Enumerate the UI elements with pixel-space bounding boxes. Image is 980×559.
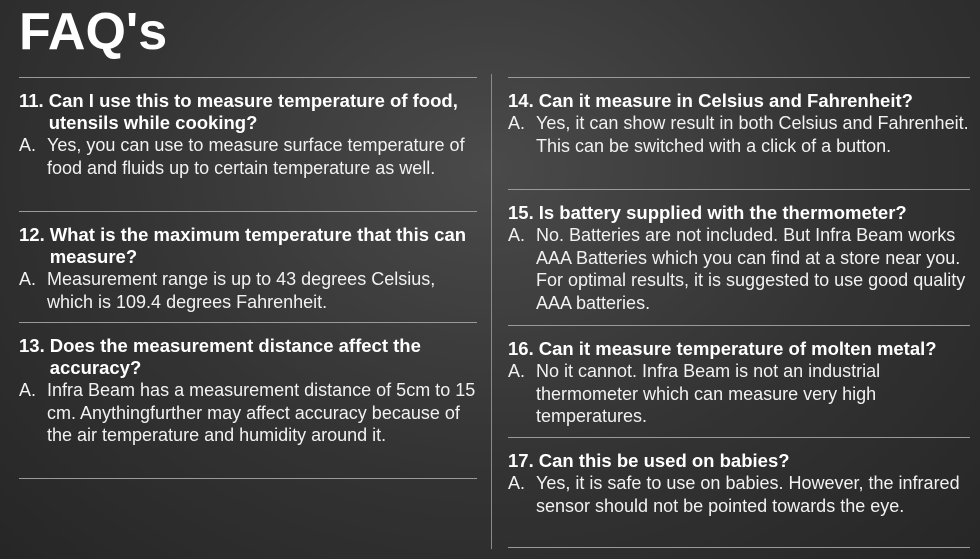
faq-question (508, 338, 970, 360)
question-number: 15. (508, 202, 534, 223)
faq-item-13 (19, 322, 477, 479)
answer-text: Infra Beam has a measurement distance of 5cm to 15 cm. Anythingfurther may affect accuracy because of the air temperature and humidity around it. (47, 380, 476, 445)
answer-text: Yes, it is safe to use on babies. However, the infrared sensor should not be pointed towards the eye. (536, 473, 960, 516)
answer-marker: A. (508, 225, 526, 245)
question-text: Is battery supplied with the thermometer? (538, 202, 907, 223)
question-text: What is the maximum temperature that this can measure? (49, 224, 467, 267)
question-number: 16. (508, 338, 534, 359)
faq-question (508, 450, 970, 472)
faq-item-15 (508, 189, 970, 325)
question-text: Can it measure temperature of molten metal? (538, 338, 937, 359)
answer-text: Yes, you can use to measure surface temperature of food and fluids up to certain temperature as well. (47, 135, 465, 178)
faq-column-left (19, 77, 477, 479)
faq-answer (19, 268, 477, 313)
faq-question (19, 224, 477, 268)
question-number: 12. (19, 224, 45, 245)
answer-text: Yes, it can show result in both Celsius and Fahrenheit. This can be switched with a click of a button. (536, 113, 969, 156)
answer-text: No it cannot. Infra Beam is not an industrial thermometer which can measure very high temperatures. (536, 361, 881, 426)
faq-answer (19, 379, 477, 447)
faq-item-11 (19, 77, 477, 211)
faq-question (508, 90, 970, 112)
question-text: Can this be used on babies? (538, 450, 790, 471)
question-text: Can it measure in Celsius and Fahrenheit? (538, 90, 913, 111)
question-number: 13. (19, 335, 45, 356)
question-number: 14. (508, 90, 534, 111)
answer-marker: A. (508, 113, 526, 133)
column-divider (491, 74, 492, 549)
answer-text: No. Batteries are not included. But Infra Beam works AAA Batteries which you can find at a store near you. For optimal results, it is suggested to use good quality AAA batteries. (536, 225, 966, 313)
answer-marker: A. (508, 473, 526, 493)
faq-column-right (508, 77, 970, 548)
faq-item-12 (19, 211, 477, 322)
faq-answer (508, 224, 970, 314)
faq-item-14 (508, 77, 970, 189)
faq-item-16 (508, 325, 970, 437)
page-title: FAQ's (19, 3, 168, 61)
faq-question (508, 202, 970, 224)
question-number: 17. (508, 450, 534, 471)
faq-item-17 (508, 437, 970, 548)
question-number: 11. (19, 90, 44, 111)
question-text: Can I use this to measure temperature of food, utensils while cooking? (48, 90, 458, 133)
faq-answer (19, 134, 477, 179)
answer-marker: A. (19, 269, 37, 289)
question-text: Does the measurement distance affect the accuracy? (49, 335, 421, 378)
faq-answer (508, 472, 970, 517)
faq-answer (508, 360, 970, 428)
answer-marker: A. (19, 135, 37, 155)
faq-answer (508, 112, 970, 157)
answer-marker: A. (508, 361, 526, 381)
faq-question (19, 335, 477, 379)
answer-text: Measurement range is up to 43 degrees Celsius, which is 109.4 degrees Fahrenheit. (47, 269, 436, 312)
faq-question (19, 90, 477, 134)
answer-marker: A. (19, 380, 37, 400)
